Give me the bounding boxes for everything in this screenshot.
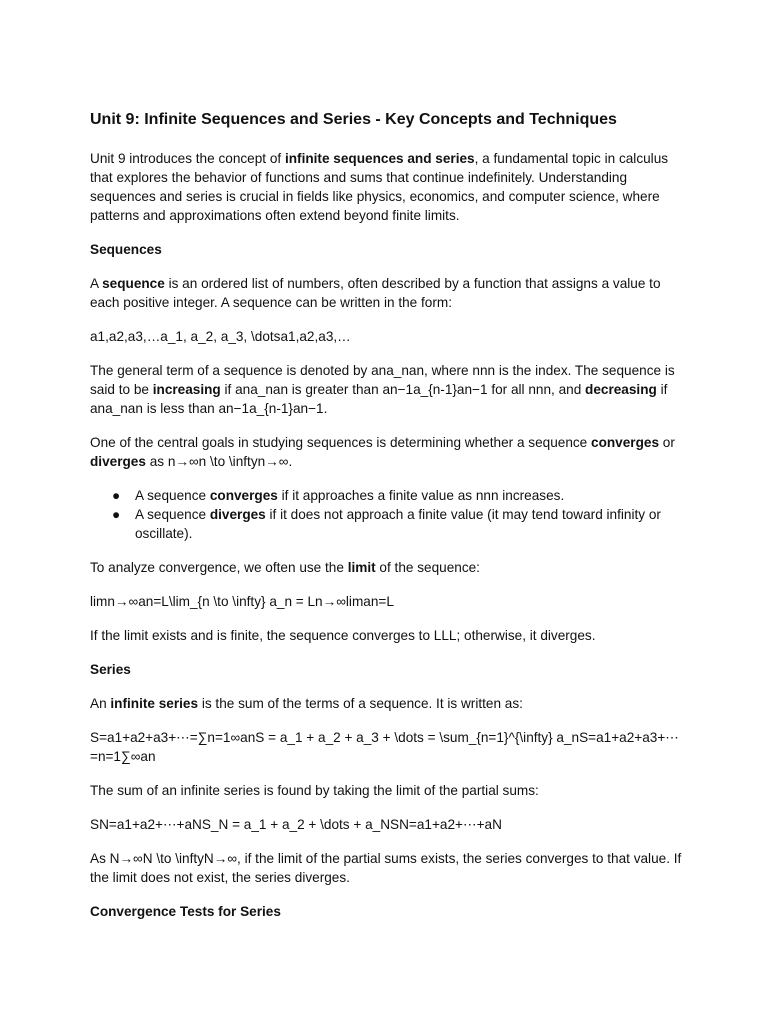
seq-p3-text-1: One of the central goals in studying sequences is determining whether a sequence [90, 435, 592, 450]
seq-p2-text-1: The general term of a sequence is denoted by ana_nan, where nnn is the index. The sequence is said to be [90, 363, 675, 397]
intro-bold-1: infinite sequences and series [284, 151, 475, 166]
seq-p4-bold-1: limit [347, 560, 376, 575]
bullet-text-2: if it approaches a finite value as nnn increases. [277, 488, 565, 503]
document-title: Unit 9: Infinite Sequences and Series - Key Concepts and Techniques [90, 111, 617, 128]
convergence-tests-heading: Convergence Tests for Series [90, 904, 281, 919]
intro-paragraph [90, 149, 690, 225]
seq-p4-text-1: To analyze convergence, we often use the [90, 560, 348, 575]
ser-p1-bold-1: infinite series [110, 696, 199, 711]
seq-p3-text-2: or [659, 435, 675, 450]
ser-p1-text-2: is the sum of the terms of a sequence. It is written as: [198, 696, 523, 711]
series-sum-formula: S=a1+a2+a3+⋯=∑n=1∞anS = a_1 + a_2 + a_3 + \dots = \sum_{n=1}^{\infty} a_nS=a1+a2+a3+⋯=n=1∑∞an [90, 730, 679, 764]
intro-text-2: , a fundamental topic in calculus that explores the behavior of functions and sums that continue indefinitely. Understanding sequences and series is crucial in fields like physics, economics, and computer science, where patterns and approximations often extend beyond finite limits. [90, 151, 669, 223]
list-item [90, 486, 690, 505]
partial-sums-paragraph: The sum of an infinite series is found by taking the limit of the partial sums: [90, 783, 539, 798]
list-item [90, 505, 690, 543]
bullet-bold: converges [209, 488, 278, 503]
sequence-definition-paragraph [90, 274, 690, 312]
limit-result-paragraph: If the limit exists and is finite, the sequence converges to LLL; otherwise, it diverges. [90, 628, 596, 643]
bullet-text-1: A sequence [135, 507, 210, 522]
seq-p2-bold-1: increasing [152, 382, 221, 397]
seq-p1-text-2: is an ordered list of numbers, often described by a function that assigns a value to each positive integer. A sequence can be written in the form: [90, 276, 661, 310]
series-heading: Series [90, 662, 131, 677]
seq-p2-text-3: if ana_nan is less than an−1a_{n-1}an−1. [90, 382, 668, 416]
bullet-text-1: A sequence [135, 488, 210, 503]
intro-text-1: Unit 9 introduces the concept of [90, 151, 285, 166]
seq-p3-text-3: as n→∞n \to \inftyn→∞. [145, 454, 293, 469]
seq-p1-bold-1: sequence [102, 276, 165, 291]
seq-p3-bold-1: converges [591, 435, 660, 450]
document-page [90, 110, 690, 936]
seq-p2-bold-2: decreasing [585, 382, 657, 397]
partial-sum-formula: SN=a1+a2+⋯+aNS_N = a_1 + a_2 + \dots + a_NSN=a1+a2+⋯+aN [90, 817, 502, 832]
seq-p1-text-1: A [90, 276, 103, 291]
series-convergence-paragraph: As N→∞N \to \inftyN→∞, if the limit of the partial sums exists, the series converges to that value. If the limit does not exist, the series diverges. [90, 851, 682, 885]
seq-p2-text-2: if ana_nan is greater than an−1a_{n-1}an−1 for all nnn, and [220, 382, 586, 397]
ser-p1-text-1: An [90, 696, 111, 711]
seq-p3-bold-2: diverges [90, 454, 146, 469]
bullet-bold: diverges [209, 507, 266, 522]
series-definition-paragraph [90, 694, 690, 713]
convergence-goal-paragraph [90, 433, 690, 471]
bullet-icon: ● [112, 488, 121, 503]
bullet-icon: ● [112, 507, 121, 522]
sequences-heading: Sequences [90, 242, 162, 257]
general-term-paragraph [90, 361, 690, 418]
convergence-bullet-list [90, 486, 690, 543]
limit-formula: limn→∞an=L\lim_{n \to \infty} a_n = Ln→∞liman=L [90, 594, 394, 609]
sequence-form-formula: a1,a2,a3,…a_1, a_2, a_3, \dotsa1,a2,a3,… [90, 329, 351, 344]
bullet-text-2: if it does not approach a finite value (it may tend toward infinity or oscillate). [135, 507, 661, 541]
seq-p4-text-2: of the sequence: [375, 560, 480, 575]
limit-intro-paragraph [90, 558, 690, 577]
